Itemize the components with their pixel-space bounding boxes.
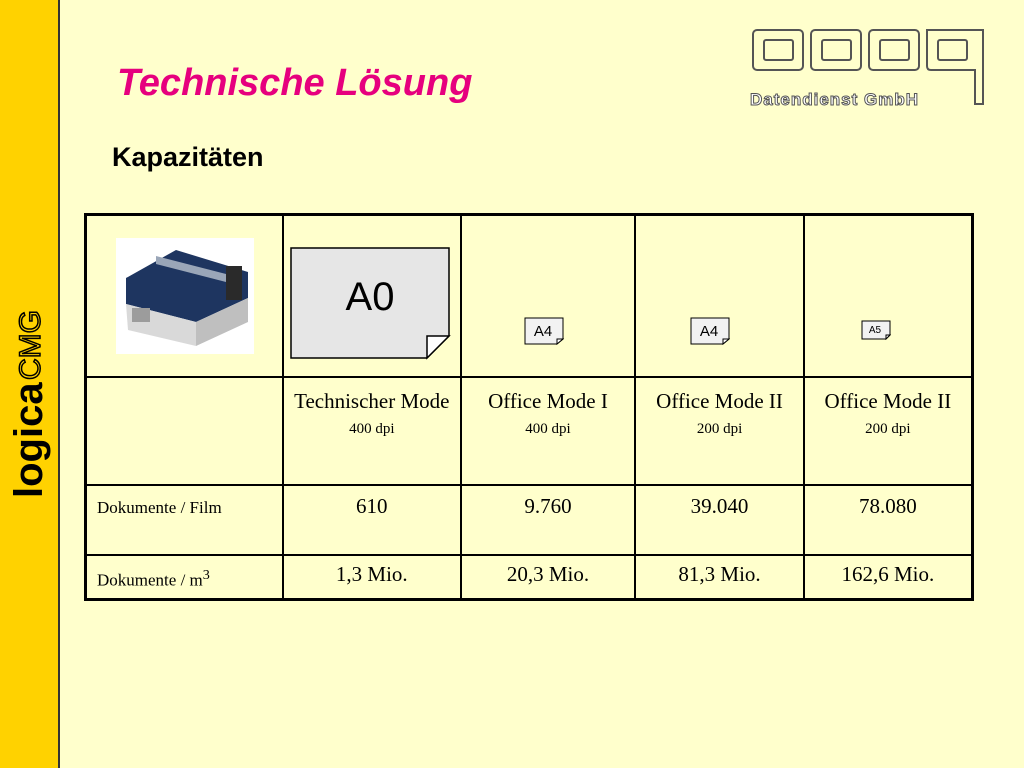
mode-cell [461, 377, 636, 485]
table-cell: 9.760 [461, 485, 636, 555]
cocq-tagline: Datendienst GmbH [750, 90, 920, 109]
capacity-table [84, 213, 974, 601]
mode-cell [283, 377, 460, 485]
empty-cell [86, 377, 284, 485]
format-a0-cell [283, 215, 460, 378]
table-cell: 20,3 Mio. [461, 555, 636, 600]
paper-a4-icon [524, 317, 564, 345]
svg-text:logica: logica [7, 382, 51, 498]
table-cell: 39.040 [635, 485, 803, 555]
table-row [86, 485, 973, 555]
paper-a4-label: A4 [700, 323, 719, 340]
mode-dpi: 200 dpi [865, 421, 911, 437]
paper-a5-label: A5 [868, 325, 881, 336]
table-row [86, 555, 973, 600]
table-cell: 1,3 Mio. [283, 555, 460, 600]
table-cell: 610 [283, 485, 460, 555]
paper-a0-icon [289, 246, 451, 360]
mode-name: Office Mode II [656, 389, 783, 413]
paper-a4-icon [690, 317, 730, 345]
mode-cell [635, 377, 803, 485]
mode-dpi: 200 dpi [696, 421, 743, 437]
mode-dpi: 400 dpi [349, 421, 395, 437]
table-cell: 81,3 Mio. [635, 555, 803, 600]
row-label-text: Dokumente / m [97, 570, 203, 590]
row-label [86, 555, 284, 600]
mode-name: Technischer Mode [294, 389, 450, 413]
scanner-image-cell [86, 215, 284, 378]
left-brand-bar [0, 0, 60, 768]
scanner-image [116, 238, 254, 354]
table-cell: 162,6 Mio. [804, 555, 973, 600]
format-a4-cell-1 [461, 215, 636, 378]
mode-name: Office Mode I [488, 389, 608, 413]
paper-a0-label: A0 [345, 275, 395, 319]
svg-text:CMG: CMG [14, 310, 47, 380]
format-a4-cell-2 [635, 215, 803, 378]
paper-a4-label: A4 [533, 323, 552, 340]
slide-title: Technische Lösung [117, 62, 473, 104]
slide-subtitle: Kapazitäten [112, 142, 264, 172]
row-label-superscript: 3 [202, 567, 210, 583]
mode-name: Office Mode II [824, 389, 952, 413]
paper-a5-icon [861, 320, 891, 340]
mode-cell [804, 377, 973, 485]
format-a5-cell [804, 215, 973, 378]
table-row-modes [86, 377, 973, 485]
mode-dpi: 400 dpi [525, 421, 571, 437]
table-cell: 78.080 [804, 485, 973, 555]
logicacmg-logo [2, 270, 56, 500]
row-label: Dokumente / Film [86, 485, 284, 555]
table-row-formats [86, 215, 973, 378]
